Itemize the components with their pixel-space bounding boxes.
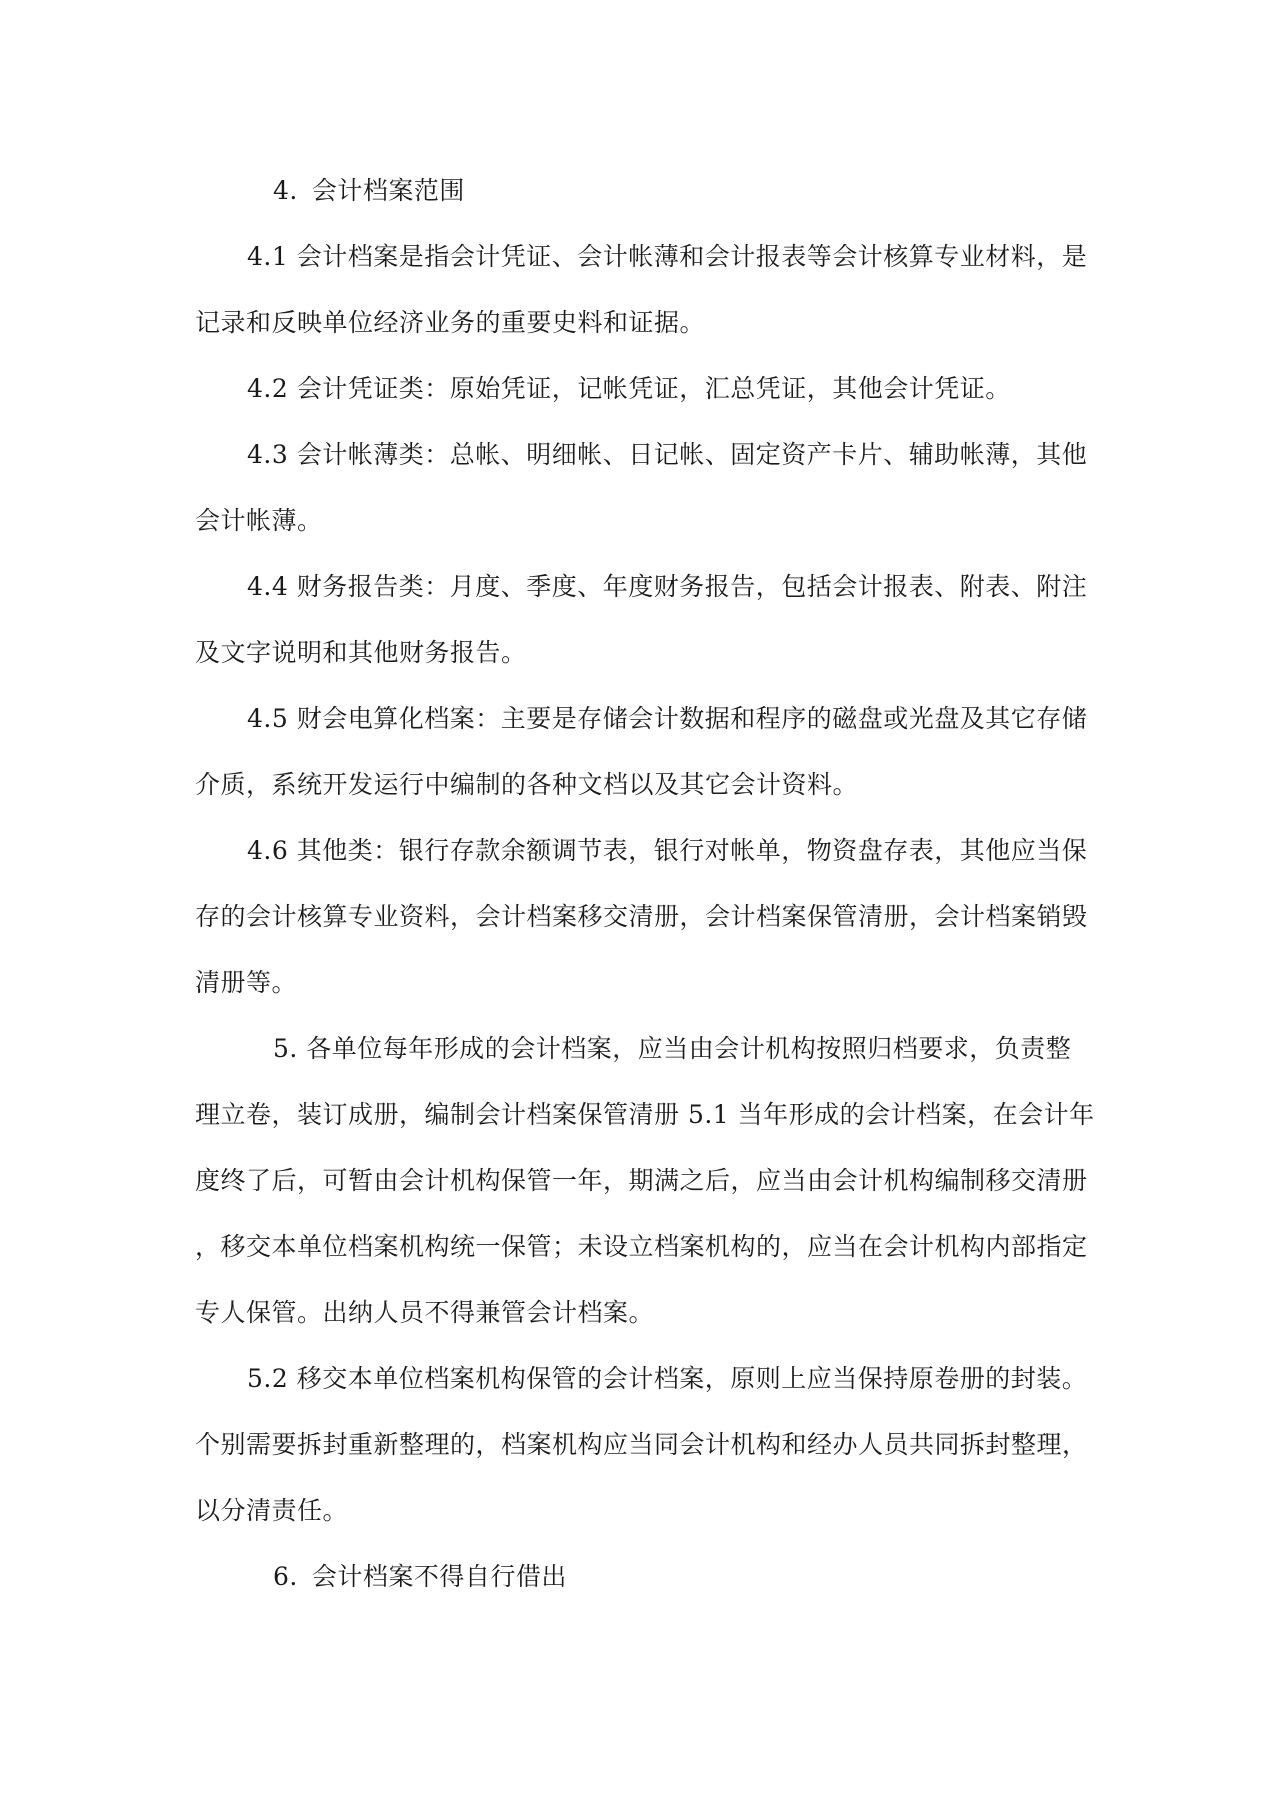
paragraph-5: 5. 各单位每年形成的会计档案，应当由会计机构按照归档要求，负责整理立卷，装订成册，编制会计档案保管清册 5.1 当年形成的会计档案，在会计年度终了后，可暂由会计机构保管一年，期满之后，应当由会计机构编制移交清册，移交本单位档案机构统一保管；未设立档案机构的，应当在会计机构内部指定专人保管。出纳人员不得兼管会计档案。 bbox=[195, 1034, 1095, 1327]
paragraph-4-6: 4.6 其他类：银行存款余额调节表，银行对帐单，物资盘存表，其他应当保存的会计核算专业资料，会计档案移交清册，会计档案保管清册，会计档案销毁清册等。 bbox=[195, 836, 1088, 997]
paragraph-4-5: 4.5 财会电算化档案：主要是存储会计数据和程序的磁盘或光盘及其它存储介质，系统开发运行中编制的各种文档以及其它会计资料。 bbox=[195, 704, 1088, 799]
paragraph-4-4: 4.4 财务报告类：月度、季度、年度财务报告，包括会计报表、附表、附注及文字说明和其他财务报告。 bbox=[195, 572, 1088, 667]
section-heading-4 bbox=[195, 158, 1095, 224]
paragraph-4-2: 4.2 会计凭证类：原始凭证，记帐凭证，汇总凭证，其他会计凭证。 bbox=[247, 374, 1011, 403]
paragraph-4-1: 4.1 会计档案是指会计凭证、会计帐薄和会计报表等会计核算专业材料，是记录和反映单位经济业务的重要史料和证据。 bbox=[195, 242, 1088, 337]
document-body bbox=[195, 158, 1095, 1610]
paragraph-5-2: 5.2 移交本单位档案机构保管的会计档案，原则上应当保持原卷册的封装。个别需要拆封重新整理的，档案机构应当同会计机构和经办人员共同拆封整理，以分清责任。 bbox=[195, 1364, 1088, 1525]
paragraph-4-3: 4.3 会计帐薄类：总帐、明细帐、日记帐、固定资产卡片、辅助帐薄，其他会计帐薄。 bbox=[195, 440, 1088, 535]
section-title: 会计档案范围 bbox=[311, 176, 465, 205]
section-title: 会计档案不得自行借出 bbox=[311, 1562, 567, 1591]
section-number: 4. bbox=[273, 176, 298, 205]
section-number: 6. bbox=[273, 1562, 298, 1591]
section-heading-6 bbox=[195, 1544, 1095, 1610]
